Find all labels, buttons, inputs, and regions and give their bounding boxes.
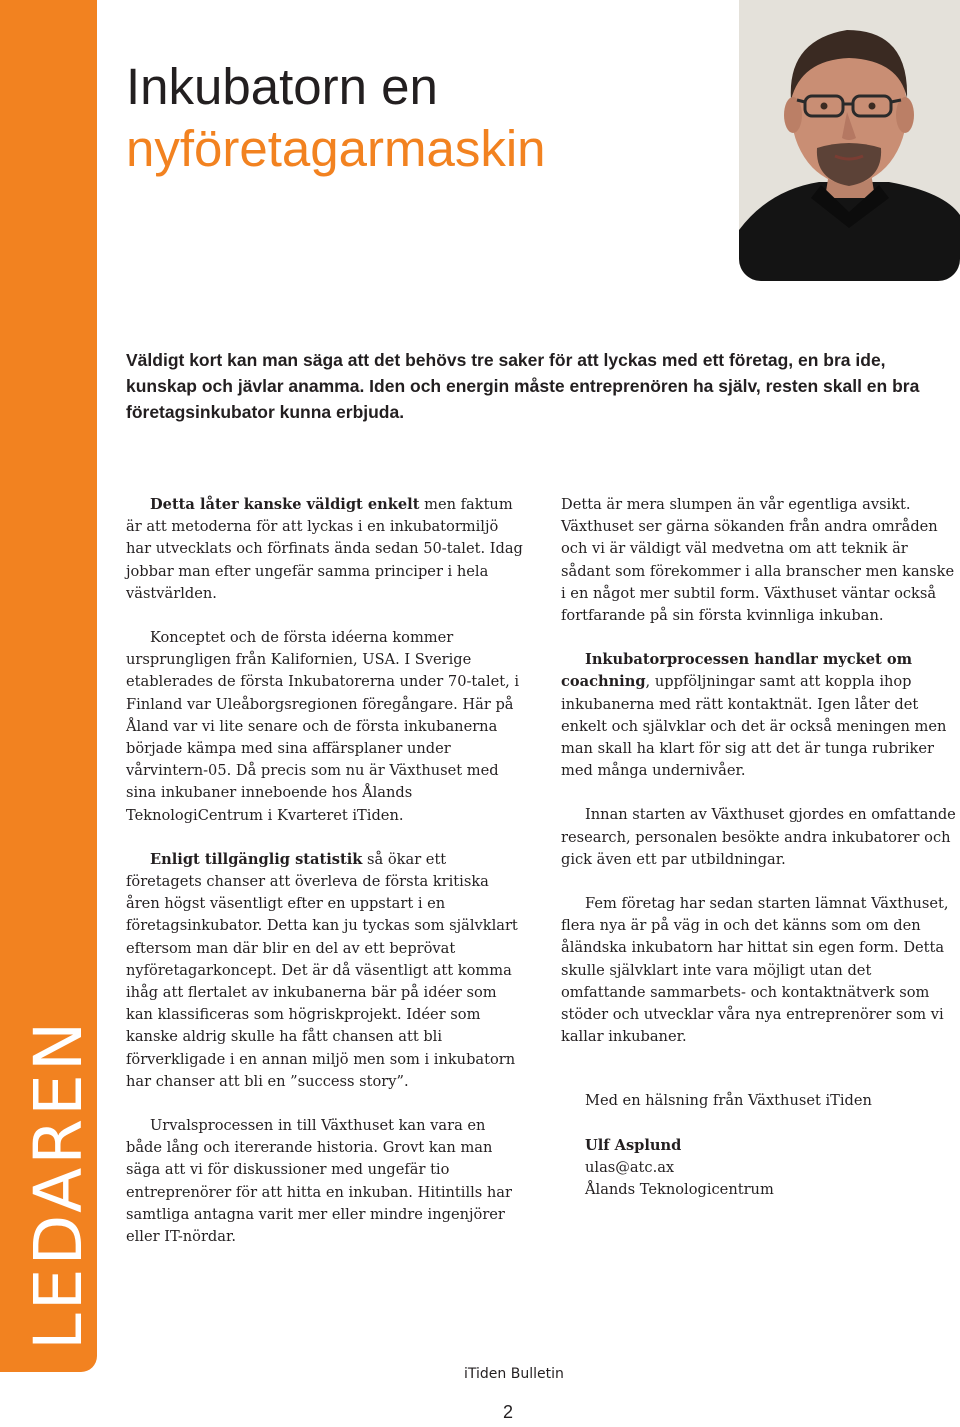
lead-paragraph: Väldigt kort kan man säga att det behövs tre saker för att lyckas med ett företag, en bra ide, kunskap och jävlar anamma. Iden och energin måste entreprenören ha själv, resten skall en bra företagsinkubator kunna erbjuda. [126, 350, 920, 422]
title-line-1: Inkubatorn en [126, 58, 438, 115]
article-column-1 [126, 494, 526, 1270]
paragraph: Enligt tillgänglig statistik så ökar ett företagets chanser att överleva de första kritiska åren högst väsentligt efter en uppstart i en företagsinkubator. Detta kan ju tyckas som självklart eftersom man där blir en del av ett beprövat nyföretagarkoncept. Det är då väsentligt att komma ihåg att flertalet av inkubanerna bär på idéer som kan klassificeras som högriskprojekt. Idéer som kanske aldrig skulle ha fått chansen att bli förverkligade i en annan miljö men som i inkubatorn har chanser att bli en ”success story”. [126, 850, 518, 1090]
closing-greeting: Med en hälsning från Växthuset iTiden [585, 1092, 872, 1110]
paragraph: Innan starten av Växthuset gjordes en omfattande research, personalen besökte andra inkubatorer och gick även ett par utbildningar. [561, 806, 956, 868]
page-number: 2 [503, 1402, 514, 1422]
run-in-heading: Detta låter kanske väldigt enkelt [150, 496, 420, 513]
signature-block [561, 1135, 960, 1202]
article-column-2 [561, 494, 960, 1201]
author-portrait [739, 0, 960, 281]
publication-name: iTiden Bulletin [464, 1366, 564, 1382]
title-line-2: nyföretagarmaskin [126, 120, 546, 177]
run-in-heading: Enligt tillgänglig statistik [150, 850, 363, 868]
run-in-heading: Inkubatorprocessen handlar mycket om coachning [561, 651, 913, 691]
paragraph: Inkubatorprocessen handlar mycket om coachning, uppföljningar samt att koppla ihop inkubanerna med rätt kontaktnät. Igen låter det enkelt och självklar och det är också meningen men man skall ha klart för sig att det är tunga rubriker med många undernivåer. [561, 651, 947, 780]
paragraph: Konceptet och de första idéerna kommer ursprungligen från Kalifornien, USA. I Sverige etablerades de första Inkubatorerna under 70-talet, i Finland var Uleåborgsregionen föregångare. Här på Åland var vi lite senare och de första inkubanerna började kämpa med sina affärsplaner under vårvintern-05. Då precis som nu är Växthuset med sina inkubaner inneboende hos Ålands TeknologiCentrum i Kvarteret iTiden. [126, 629, 520, 824]
paragraph: Detta låter kanske väldigt enkelt men faktum är att metoderna för att lyckas i en inkubatormiljö har utvecklats och förfinats ända sedan 50-talet. Idag jobbar man efter ungefär samma principer i hela västvärlden. [126, 496, 523, 602]
paragraph: Detta är mera slumpen än vår egentliga avsikt. Växthuset ser gärna sökanden från andra områden och vi är väldigt väl medvetna om att teknik är sådant som förekommer i alla branscher men kanske i en något mer subtil form. Växthuset väntar också fortfarande på sin första kvinnliga inkuban. [561, 496, 955, 625]
paragraph: Fem företag har sedan starten lämnat Växthuset, flera nya är på väg in och det känns som om den åländska inkubatorn har hittat sin egen form. Detta skulle självklart inte vara möjligt utan det omfattande sammarbets- och kontaktnätverk som stöder och utvecklar våra nya entreprenörer som vi kallar inkubaner. [561, 895, 949, 1046]
section-label: LEDAREN [20, 1018, 97, 1350]
signer-organization: Ålands Teknologicentrum [585, 1181, 774, 1199]
author-portrait-image [739, 0, 960, 281]
page-title [126, 56, 546, 180]
signer-email[interactable]: ulas@atc.ax [585, 1158, 675, 1176]
paragraph: Urvalsprocessen in till Växthuset kan vara en både lång och itererande historia. Grovt kan man säga att vi för diskussioner med ungefär tio entreprenörer för att hitta en inkuban. Hitintills har samtliga antagna varit mer eller mindre ingenjörer eller IT-nördar. [126, 1117, 512, 1246]
signer-name: Ulf Asplund [585, 1136, 682, 1154]
